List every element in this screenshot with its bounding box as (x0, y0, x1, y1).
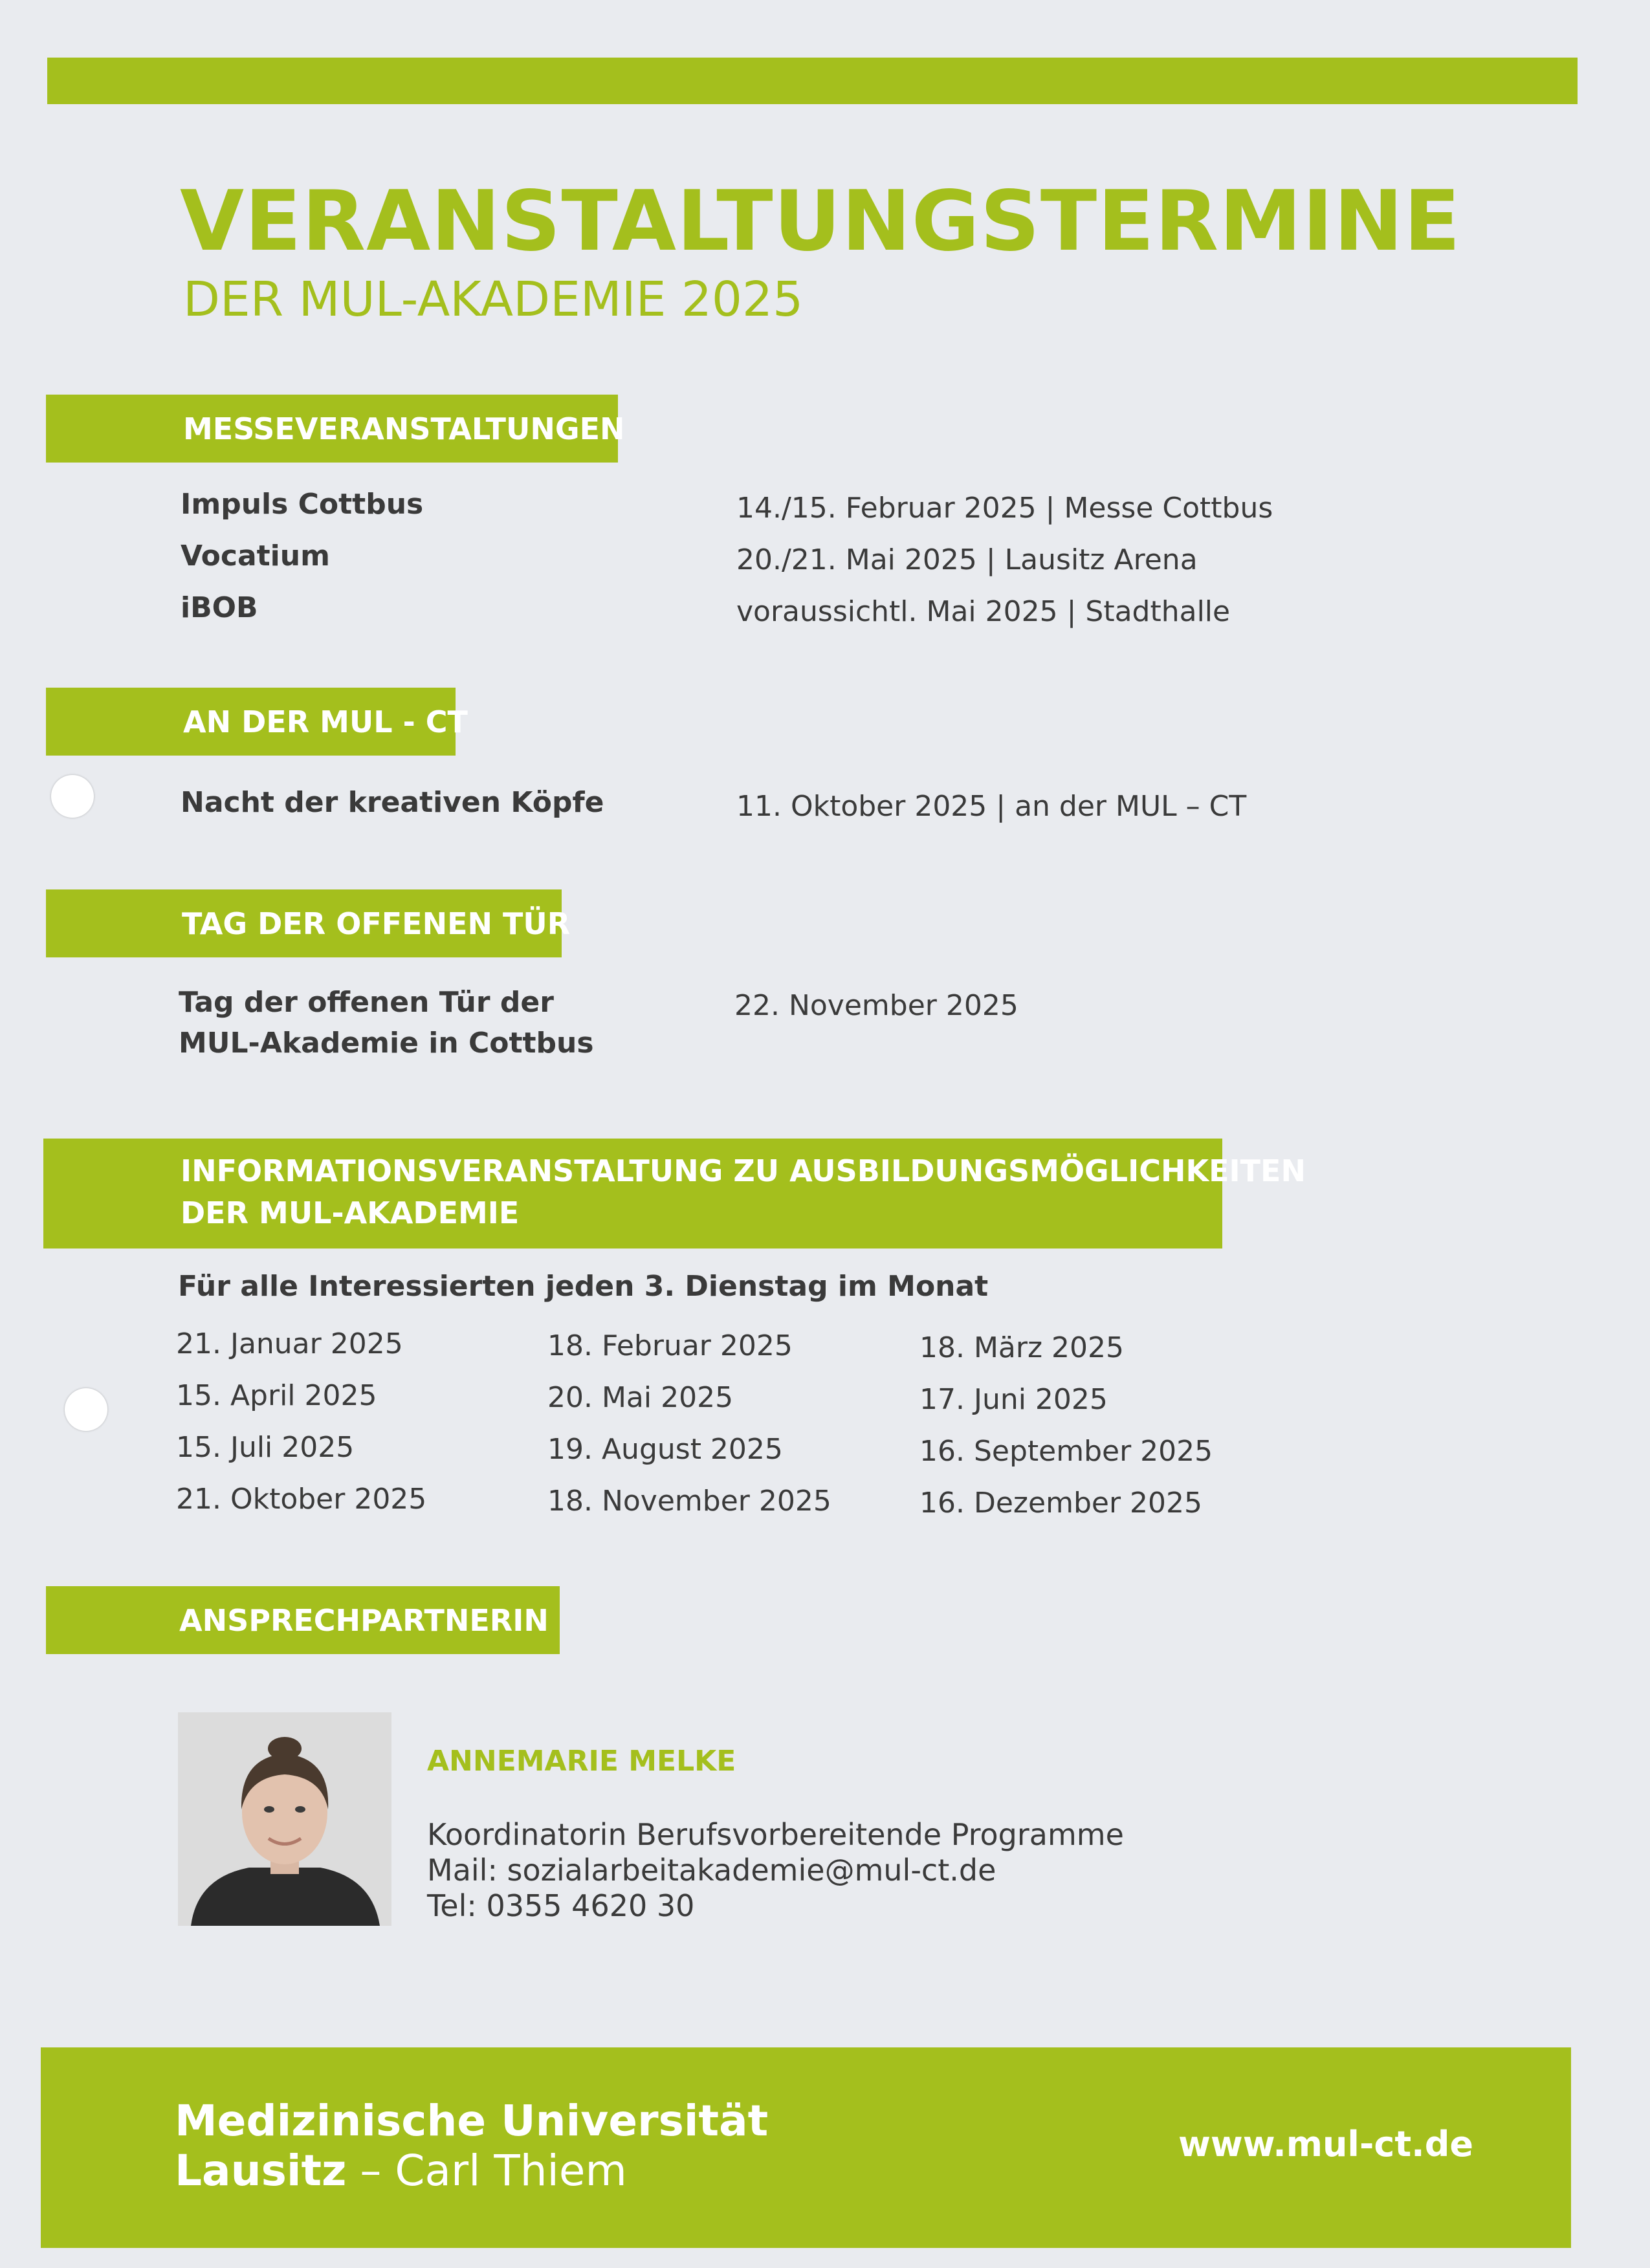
section-heading: MESSEVERANSTALTUNGEN (183, 411, 625, 446)
section-heading-line1: INFORMATIONSVERANSTALTUNG ZU AUSBILDUNGSMÖGLICHKEITEN (181, 1153, 1306, 1188)
event-name-line2: MUL-Akademie in Cottbus (179, 1027, 594, 1060)
punch-hole (65, 1388, 107, 1431)
date-item: 20. Mai 2025 (547, 1381, 734, 1414)
section-header-messe (46, 395, 625, 463)
event-info: 22. November 2025 (734, 989, 1018, 1022)
contact-tel[interactable]: Tel: 0355 4620 30 (427, 1888, 695, 1923)
top-accent-bar (47, 58, 1578, 104)
date-item: 16. September 2025 (919, 1435, 1213, 1468)
contact-name: ANNEMARIE MELKE (427, 1745, 736, 1778)
event-name: Vocatium (181, 540, 330, 572)
university-name-bold: Lausitz (175, 2146, 347, 2196)
section-heading: AN DER MUL - CT (183, 704, 468, 739)
event-name: Impuls Cottbus (181, 488, 424, 521)
page-title: VERANSTALTUNGSTERMINE (180, 173, 1461, 270)
university-name-line1: Medizinische Universität (175, 2096, 769, 2146)
page-subtitle: DER MUL-AKADEMIE 2025 (183, 272, 804, 327)
section-header-contact (46, 1586, 560, 1654)
university-name-rest: – Carl Thiem (346, 2146, 627, 2196)
event-info: voraussichtl. Mai 2025 | Stadthalle (736, 595, 1231, 628)
footer-bar (41, 2047, 1571, 2248)
contact-mail[interactable]: Mail: sozialarbeitakademie@mul-ct.de (427, 1853, 996, 1888)
section-header-info (43, 1139, 1306, 1248)
event-info: 14./15. Februar 2025 | Messe Cottbus (736, 492, 1273, 525)
section-heading: ANSPRECHPARTNERIN (179, 1603, 549, 1638)
info-intro: Für alle Interessierten jeden 3. Dienstag im Monat (178, 1270, 989, 1303)
date-item: 21. Januar 2025 (176, 1327, 403, 1360)
date-item: 18. Februar 2025 (547, 1329, 793, 1362)
event-name: Nacht der kreativen Köpfe (181, 786, 604, 819)
date-item: 17. Juni 2025 (919, 1383, 1108, 1416)
contact-photo (178, 1712, 391, 1926)
website-link[interactable]: www.mul-ct.de (1178, 2124, 1473, 2164)
event-info: 11. Oktober 2025 | an der MUL – CT (736, 790, 1247, 823)
date-item: 15. April 2025 (176, 1379, 377, 1412)
date-item: 16. Dezember 2025 (919, 1487, 1202, 1520)
date-item: 19. August 2025 (547, 1433, 783, 1466)
university-name-line2 (175, 2146, 627, 2196)
punch-hole (51, 775, 94, 818)
contact-role: Koordinatorin Berufsvorbereitende Programme (427, 1817, 1124, 1852)
event-info: 20./21. Mai 2025 | Lausitz Arena (736, 543, 1198, 576)
date-item: 18. November 2025 (547, 1485, 831, 1518)
date-item: 15. Juli 2025 (176, 1431, 355, 1464)
portrait-image (178, 1712, 391, 1926)
section-header-mul (46, 688, 468, 756)
date-item: 18. März 2025 (919, 1331, 1125, 1364)
date-item: 21. Oktober 2025 (176, 1483, 427, 1516)
section-heading-line2: DER MUL-AKADEMIE (181, 1195, 520, 1230)
event-name: iBOB (181, 591, 258, 624)
event-name-line1: Tag der offenen Tür der (179, 986, 554, 1019)
section-header-tag (46, 889, 571, 957)
section-heading: TAG DER OFFENEN TÜR (182, 906, 571, 941)
